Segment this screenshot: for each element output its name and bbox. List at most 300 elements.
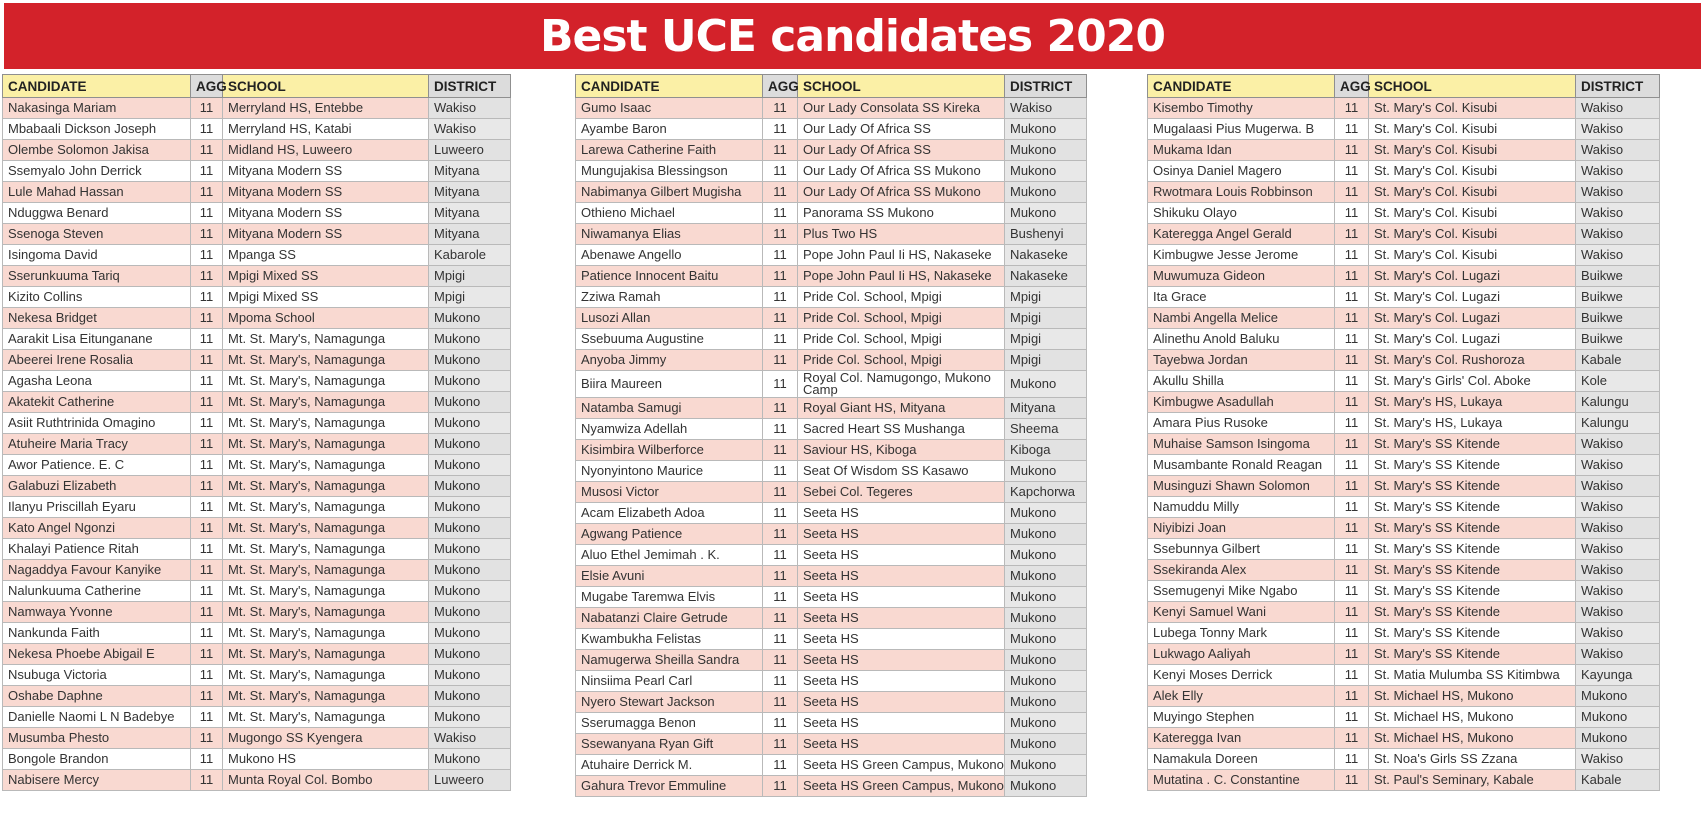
district-name: Mukono: [1005, 371, 1087, 398]
district-name: Kabale: [1576, 770, 1660, 791]
school-name: Seeta HS: [798, 671, 1005, 692]
candidate-name: Ita Grace: [1148, 287, 1335, 308]
candidate-name: Danielle Naomi L N Badebye: [3, 707, 191, 728]
table-header-row: [3, 75, 511, 98]
candidate-name: Agwang Patience: [576, 524, 763, 545]
table-row: [1148, 539, 1660, 560]
aggregate-score: 11: [1335, 287, 1369, 308]
school-name: Mugongo SS Kyengera: [223, 728, 429, 749]
school-name: Merryland HS, Katabi: [223, 119, 429, 140]
table-row: [1148, 266, 1660, 287]
school-name: Mpanga SS: [223, 245, 429, 266]
district-name: Luweero: [429, 140, 511, 161]
aggregate-score: 11: [191, 98, 223, 119]
aggregate-score: 11: [191, 602, 223, 623]
table-row: [3, 623, 511, 644]
aggregate-score: 11: [191, 560, 223, 581]
aggregate-score: 11: [191, 224, 223, 245]
aggregate-score: 11: [1335, 266, 1369, 287]
candidate-name: Mugalaasi Pius Mugerwa. B: [1148, 119, 1335, 140]
table-row: [3, 287, 511, 308]
school-name: St. Mary's Col. Kisubi: [1369, 182, 1576, 203]
table-row: [1148, 602, 1660, 623]
aggregate-score: 11: [191, 266, 223, 287]
district-name: Mukono: [429, 476, 511, 497]
school-name: Seeta HS: [798, 629, 1005, 650]
aggregate-score: 11: [1335, 182, 1369, 203]
district-name: Mukono: [429, 623, 511, 644]
candidate-name: Nagaddya Favour Kanyike: [3, 560, 191, 581]
district-name: Buikwe: [1576, 329, 1660, 350]
candidates-table: [1147, 74, 1660, 791]
aggregate-score: 11: [1335, 119, 1369, 140]
aggregate-score: 11: [1335, 518, 1369, 539]
table-row: [1148, 224, 1660, 245]
school-name: Mt. St. Mary's, Namagunga: [223, 476, 429, 497]
aggregate-score: 11: [763, 287, 798, 308]
district-name: Wakiso: [429, 98, 511, 119]
candidate-name: Acam Elizabeth Adoa: [576, 503, 763, 524]
aggregate-score: 11: [1335, 476, 1369, 497]
table-row: [576, 755, 1087, 776]
school-name: Seat Of Wisdom SS Kasawo: [798, 461, 1005, 482]
table-row: [3, 224, 511, 245]
header-candidate: CANDIDATE: [3, 75, 191, 98]
aggregate-score: 11: [191, 413, 223, 434]
school-name: St. Matia Mulumba SS Kitimbwa: [1369, 665, 1576, 686]
candidates-table: [2, 74, 511, 791]
district-name: Wakiso: [1576, 434, 1660, 455]
district-name: Wakiso: [1576, 623, 1660, 644]
school-name: Royal Col. Namugongo, Mukono Camp: [798, 371, 1005, 398]
candidate-name: Kimbugwe Asadullah: [1148, 392, 1335, 413]
district-name: Mukono: [1005, 566, 1087, 587]
school-name: Our Lady Of Africa SS Mukono: [798, 182, 1005, 203]
table-row: [576, 419, 1087, 440]
table-row: [3, 770, 511, 791]
district-name: Mukono: [429, 371, 511, 392]
candidate-name: Mungujakisa Blessingson: [576, 161, 763, 182]
district-name: Mukono: [1005, 203, 1087, 224]
district-name: Mityana: [429, 203, 511, 224]
aggregate-score: 11: [1335, 665, 1369, 686]
candidate-name: Abenawe Angello: [576, 245, 763, 266]
aggregate-score: 11: [191, 161, 223, 182]
district-name: Wakiso: [429, 119, 511, 140]
aggregate-score: 11: [1335, 644, 1369, 665]
aggregate-score: 11: [763, 545, 798, 566]
page-title: Best UCE candidates 2020: [4, 3, 1701, 69]
district-name: Wakiso: [1576, 119, 1660, 140]
table-row: [3, 350, 511, 371]
aggregate-score: 11: [191, 518, 223, 539]
table-row: [1148, 119, 1660, 140]
table-row: [1148, 161, 1660, 182]
district-name: Mpigi: [1005, 350, 1087, 371]
district-name: Wakiso: [1576, 224, 1660, 245]
school-name: Seeta HS: [798, 587, 1005, 608]
candidate-name: Namakula Doreen: [1148, 749, 1335, 770]
district-name: Wakiso: [1576, 140, 1660, 161]
district-name: Mityana: [429, 161, 511, 182]
district-name: Wakiso: [1576, 497, 1660, 518]
aggregate-score: 11: [1335, 203, 1369, 224]
aggregate-score: 11: [1335, 602, 1369, 623]
table-row: [3, 308, 511, 329]
candidate-name: Anyoba Jimmy: [576, 350, 763, 371]
district-name: Mukono: [429, 434, 511, 455]
district-name: Wakiso: [1576, 203, 1660, 224]
candidate-name: Nalunkuuma Catherine: [3, 581, 191, 602]
candidate-name: Mutatina . C. Constantine: [1148, 770, 1335, 791]
table-row: [3, 749, 511, 770]
aggregate-score: 11: [763, 587, 798, 608]
table-row: [3, 161, 511, 182]
candidate-name: Muwumuza Gideon: [1148, 266, 1335, 287]
candidate-name: Ssemugenyi Mike Ngabo: [1148, 581, 1335, 602]
aggregate-score: 11: [191, 350, 223, 371]
district-name: Mityana: [1005, 398, 1087, 419]
table-row: [3, 602, 511, 623]
district-name: Wakiso: [1576, 245, 1660, 266]
aggregate-score: 11: [1335, 350, 1369, 371]
table-row: [576, 245, 1087, 266]
school-name: Mt. St. Mary's, Namagunga: [223, 581, 429, 602]
aggregate-score: 11: [1335, 623, 1369, 644]
district-name: Mukono: [1576, 707, 1660, 728]
candidate-name: Lubega Tonny Mark: [1148, 623, 1335, 644]
district-name: Mukono: [429, 413, 511, 434]
school-name: St. Mary's SS Kitende: [1369, 560, 1576, 581]
district-name: Wakiso: [1005, 98, 1087, 119]
candidate-name: Muyingo Stephen: [1148, 707, 1335, 728]
school-name: Mpigi Mixed SS: [223, 266, 429, 287]
school-name: Midland HS, Luweero: [223, 140, 429, 161]
aggregate-score: 11: [763, 734, 798, 755]
aggregate-score: 11: [763, 119, 798, 140]
candidate-name: Lukwago Aaliyah: [1148, 644, 1335, 665]
aggregate-score: 11: [1335, 728, 1369, 749]
candidate-name: Nabisere Mercy: [3, 770, 191, 791]
table-row: [576, 329, 1087, 350]
school-name: St. Mary's SS Kitende: [1369, 497, 1576, 518]
candidate-name: Nsubuga Victoria: [3, 665, 191, 686]
table-row: [3, 413, 511, 434]
school-name: St. Mary's Col. Kisubi: [1369, 245, 1576, 266]
aggregate-score: 11: [763, 329, 798, 350]
school-name: St. Mary's Col. Lugazi: [1369, 266, 1576, 287]
district-name: Mukono: [1005, 503, 1087, 524]
district-name: Buikwe: [1576, 308, 1660, 329]
district-name: Mukono: [429, 581, 511, 602]
school-name: St. Mary's Col. Kisubi: [1369, 203, 1576, 224]
table-row: [576, 398, 1087, 419]
district-name: Wakiso: [1576, 539, 1660, 560]
school-name: Mpigi Mixed SS: [223, 287, 429, 308]
aggregate-score: 11: [1335, 497, 1369, 518]
school-name: Seeta HS: [798, 566, 1005, 587]
district-name: Mukono: [429, 518, 511, 539]
candidate-name: Oshabe Daphne: [3, 686, 191, 707]
table-row: [1148, 665, 1660, 686]
candidate-name: Nambi Angella Melice: [1148, 308, 1335, 329]
district-name: Luweero: [429, 770, 511, 791]
aggregate-score: 11: [1335, 224, 1369, 245]
district-name: Mukono: [429, 749, 511, 770]
school-name: Saviour HS, Kiboga: [798, 440, 1005, 461]
candidate-name: Ssewanyana Ryan Gift: [576, 734, 763, 755]
aggregate-score: 11: [763, 140, 798, 161]
candidate-name: Agasha Leona: [3, 371, 191, 392]
district-name: Wakiso: [1576, 749, 1660, 770]
school-name: Mityana Modern SS: [223, 161, 429, 182]
district-name: Mukono: [1005, 713, 1087, 734]
school-name: Mt. St. Mary's, Namagunga: [223, 644, 429, 665]
aggregate-score: 11: [191, 140, 223, 161]
candidate-name: Mugabe Taremwa Elvis: [576, 587, 763, 608]
table-row: [1148, 245, 1660, 266]
candidate-name: Ssebunnya Gilbert: [1148, 539, 1335, 560]
aggregate-score: 11: [763, 245, 798, 266]
district-name: Wakiso: [1576, 98, 1660, 119]
aggregate-score: 11: [1335, 140, 1369, 161]
school-name: Mt. St. Mary's, Namagunga: [223, 497, 429, 518]
school-name: St. Mary's SS Kitende: [1369, 539, 1576, 560]
aggregate-score: 11: [763, 650, 798, 671]
candidate-name: Bongole Brandon: [3, 749, 191, 770]
header-agg: AGG: [763, 75, 798, 98]
aggregate-score: 11: [763, 440, 798, 461]
table-row: [576, 140, 1087, 161]
table-row: [1148, 308, 1660, 329]
header-district: DISTRICT: [1576, 75, 1660, 98]
header-agg: AGG: [191, 75, 223, 98]
aggregate-score: 11: [1335, 539, 1369, 560]
candidate-name: Aluo Ethel Jemimah . K.: [576, 545, 763, 566]
school-name: St. Mary's Col. Rushoroza: [1369, 350, 1576, 371]
aggregate-score: 11: [763, 692, 798, 713]
table-row: [576, 461, 1087, 482]
school-name: Seeta HS: [798, 608, 1005, 629]
aggregate-score: 11: [191, 728, 223, 749]
table-row: [576, 119, 1087, 140]
school-name: St. Mary's HS, Lukaya: [1369, 392, 1576, 413]
school-name: St. Mary's Col. Lugazi: [1369, 287, 1576, 308]
table-row: [576, 713, 1087, 734]
candidate-name: Kwambukha Felistas: [576, 629, 763, 650]
candidate-name: Tayebwa Jordan: [1148, 350, 1335, 371]
school-name: St. Mary's SS Kitende: [1369, 476, 1576, 497]
candidate-name: Alinethu Anold Baluku: [1148, 329, 1335, 350]
school-name: St. Paul's Seminary, Kabale: [1369, 770, 1576, 791]
aggregate-score: 11: [191, 392, 223, 413]
candidate-name: Musambante Ronald Reagan: [1148, 455, 1335, 476]
candidate-name: Namugerwa Sheilla Sandra: [576, 650, 763, 671]
district-name: Sheema: [1005, 419, 1087, 440]
district-name: Mpigi: [429, 287, 511, 308]
district-name: Mpigi: [1005, 329, 1087, 350]
school-name: St. Michael HS, Mukono: [1369, 686, 1576, 707]
table-row: [576, 371, 1087, 398]
school-name: Mt. St. Mary's, Namagunga: [223, 560, 429, 581]
district-name: Mukono: [429, 644, 511, 665]
district-name: Mukono: [429, 350, 511, 371]
table-row: [576, 98, 1087, 119]
table-row: [3, 686, 511, 707]
table-row: [3, 497, 511, 518]
school-name: Our Lady Of Africa SS Mukono: [798, 161, 1005, 182]
candidate-name: Ssenoga Steven: [3, 224, 191, 245]
table-row: [3, 581, 511, 602]
district-name: Mukono: [429, 686, 511, 707]
school-name: Seeta HS: [798, 503, 1005, 524]
table-row: [576, 308, 1087, 329]
candidate-name: Galabuzi Elizabeth: [3, 476, 191, 497]
aggregate-score: 11: [1335, 329, 1369, 350]
aggregate-score: 11: [763, 308, 798, 329]
district-name: Buikwe: [1576, 266, 1660, 287]
district-name: Wakiso: [1576, 581, 1660, 602]
school-name: Seeta HS: [798, 545, 1005, 566]
school-name: Pope John Paul Ii HS, Nakaseke: [798, 245, 1005, 266]
school-name: Sebei Col. Tegeres: [798, 482, 1005, 503]
table-row: [1148, 518, 1660, 539]
school-name: Pride Col. School, Mpigi: [798, 287, 1005, 308]
candidate-name: Niwamanya Elias: [576, 224, 763, 245]
candidate-name: Atuhaire Derrick M.: [576, 755, 763, 776]
district-name: Mukono: [1005, 776, 1087, 797]
table-row: [1148, 728, 1660, 749]
table-row: [3, 434, 511, 455]
school-name: Mpoma School: [223, 308, 429, 329]
district-name: Mukono: [1005, 545, 1087, 566]
aggregate-score: 11: [763, 266, 798, 287]
candidate-name: Nabatanzi Claire Getrude: [576, 608, 763, 629]
table-row: [576, 734, 1087, 755]
district-name: Kabale: [1576, 350, 1660, 371]
aggregate-score: 11: [763, 503, 798, 524]
district-name: Wakiso: [1576, 518, 1660, 539]
district-name: Kapchorwa: [1005, 482, 1087, 503]
school-name: Our Lady Consolata SS Kireka: [798, 98, 1005, 119]
aggregate-score: 11: [763, 713, 798, 734]
candidate-name: Isingoma David: [3, 245, 191, 266]
school-name: St. Mary's Col. Kisubi: [1369, 98, 1576, 119]
school-name: Mt. St. Mary's, Namagunga: [223, 686, 429, 707]
table-row: [576, 629, 1087, 650]
table-row: [3, 728, 511, 749]
table-row: [1148, 770, 1660, 791]
district-name: Mukono: [1005, 755, 1087, 776]
aggregate-score: 11: [191, 497, 223, 518]
candidate-name: Nyonyintono Maurice: [576, 461, 763, 482]
table-row: [576, 776, 1087, 797]
table-row: [576, 566, 1087, 587]
table-row: [576, 440, 1087, 461]
school-name: St. Mary's Col. Lugazi: [1369, 329, 1576, 350]
table-row: [1148, 581, 1660, 602]
aggregate-score: 11: [763, 224, 798, 245]
district-name: Mukono: [1005, 140, 1087, 161]
school-name: St. Mary's SS Kitende: [1369, 623, 1576, 644]
table-row: [1148, 560, 1660, 581]
school-name: Mt. St. Mary's, Namagunga: [223, 539, 429, 560]
results-column-3: [1147, 74, 1660, 791]
aggregate-score: 11: [191, 539, 223, 560]
candidate-name: Kateregga Ivan: [1148, 728, 1335, 749]
school-name: Mityana Modern SS: [223, 224, 429, 245]
district-name: Mpigi: [1005, 287, 1087, 308]
header-school: SCHOOL: [798, 75, 1005, 98]
district-name: Kalungu: [1576, 413, 1660, 434]
school-name: Mt. St. Mary's, Namagunga: [223, 413, 429, 434]
candidate-name: Ssemyalo John Derrick: [3, 161, 191, 182]
aggregate-score: 11: [763, 608, 798, 629]
candidate-name: Namuddu Milly: [1148, 497, 1335, 518]
table-row: [1148, 392, 1660, 413]
district-name: Wakiso: [1576, 602, 1660, 623]
aggregate-score: 11: [191, 203, 223, 224]
header-school: SCHOOL: [223, 75, 429, 98]
school-name: St. Mary's HS, Lukaya: [1369, 413, 1576, 434]
candidate-name: Alek Elly: [1148, 686, 1335, 707]
aggregate-score: 11: [1335, 749, 1369, 770]
table-row: [3, 476, 511, 497]
aggregate-score: 11: [763, 203, 798, 224]
aggregate-score: 11: [191, 770, 223, 791]
school-name: Merryland HS, Entebbe: [223, 98, 429, 119]
candidate-name: Gahura Trevor Emmuline: [576, 776, 763, 797]
table-row: [3, 560, 511, 581]
district-name: Nakaseke: [1005, 266, 1087, 287]
aggregate-score: 11: [191, 455, 223, 476]
table-row: [3, 140, 511, 161]
aggregate-score: 11: [191, 476, 223, 497]
district-name: Nakaseke: [1005, 245, 1087, 266]
candidate-name: Musosi Victor: [576, 482, 763, 503]
school-name: St. Mary's SS Kitende: [1369, 602, 1576, 623]
table-row: [576, 503, 1087, 524]
table-row: [1148, 98, 1660, 119]
table-row: [1148, 476, 1660, 497]
table-row: [3, 707, 511, 728]
district-name: Mukono: [1005, 524, 1087, 545]
district-name: Mukono: [429, 560, 511, 581]
district-name: Kiboga: [1005, 440, 1087, 461]
district-name: Wakiso: [1576, 161, 1660, 182]
candidate-name: Kimbugwe Jesse Jerome: [1148, 245, 1335, 266]
district-name: Mukono: [429, 707, 511, 728]
school-name: St. Mary's Col. Kisubi: [1369, 161, 1576, 182]
aggregate-score: 11: [1335, 392, 1369, 413]
aggregate-score: 11: [763, 350, 798, 371]
district-name: Mukono: [429, 455, 511, 476]
school-name: Mt. St. Mary's, Namagunga: [223, 350, 429, 371]
district-name: Mukono: [1005, 587, 1087, 608]
aggregate-score: 11: [763, 461, 798, 482]
candidate-name: Olembe Solomon Jakisa: [3, 140, 191, 161]
aggregate-score: 11: [763, 566, 798, 587]
school-name: St. Mary's Girls' Col. Aboke: [1369, 371, 1576, 392]
candidate-name: Awor Patience. E. C: [3, 455, 191, 476]
district-name: Mukono: [429, 329, 511, 350]
aggregate-score: 11: [191, 686, 223, 707]
school-name: Royal Giant HS, Mityana: [798, 398, 1005, 419]
school-name: St. Mary's SS Kitende: [1369, 455, 1576, 476]
candidate-name: Zziwa Ramah: [576, 287, 763, 308]
table-row: [576, 671, 1087, 692]
candidate-name: Khalayi Patience Ritah: [3, 539, 191, 560]
